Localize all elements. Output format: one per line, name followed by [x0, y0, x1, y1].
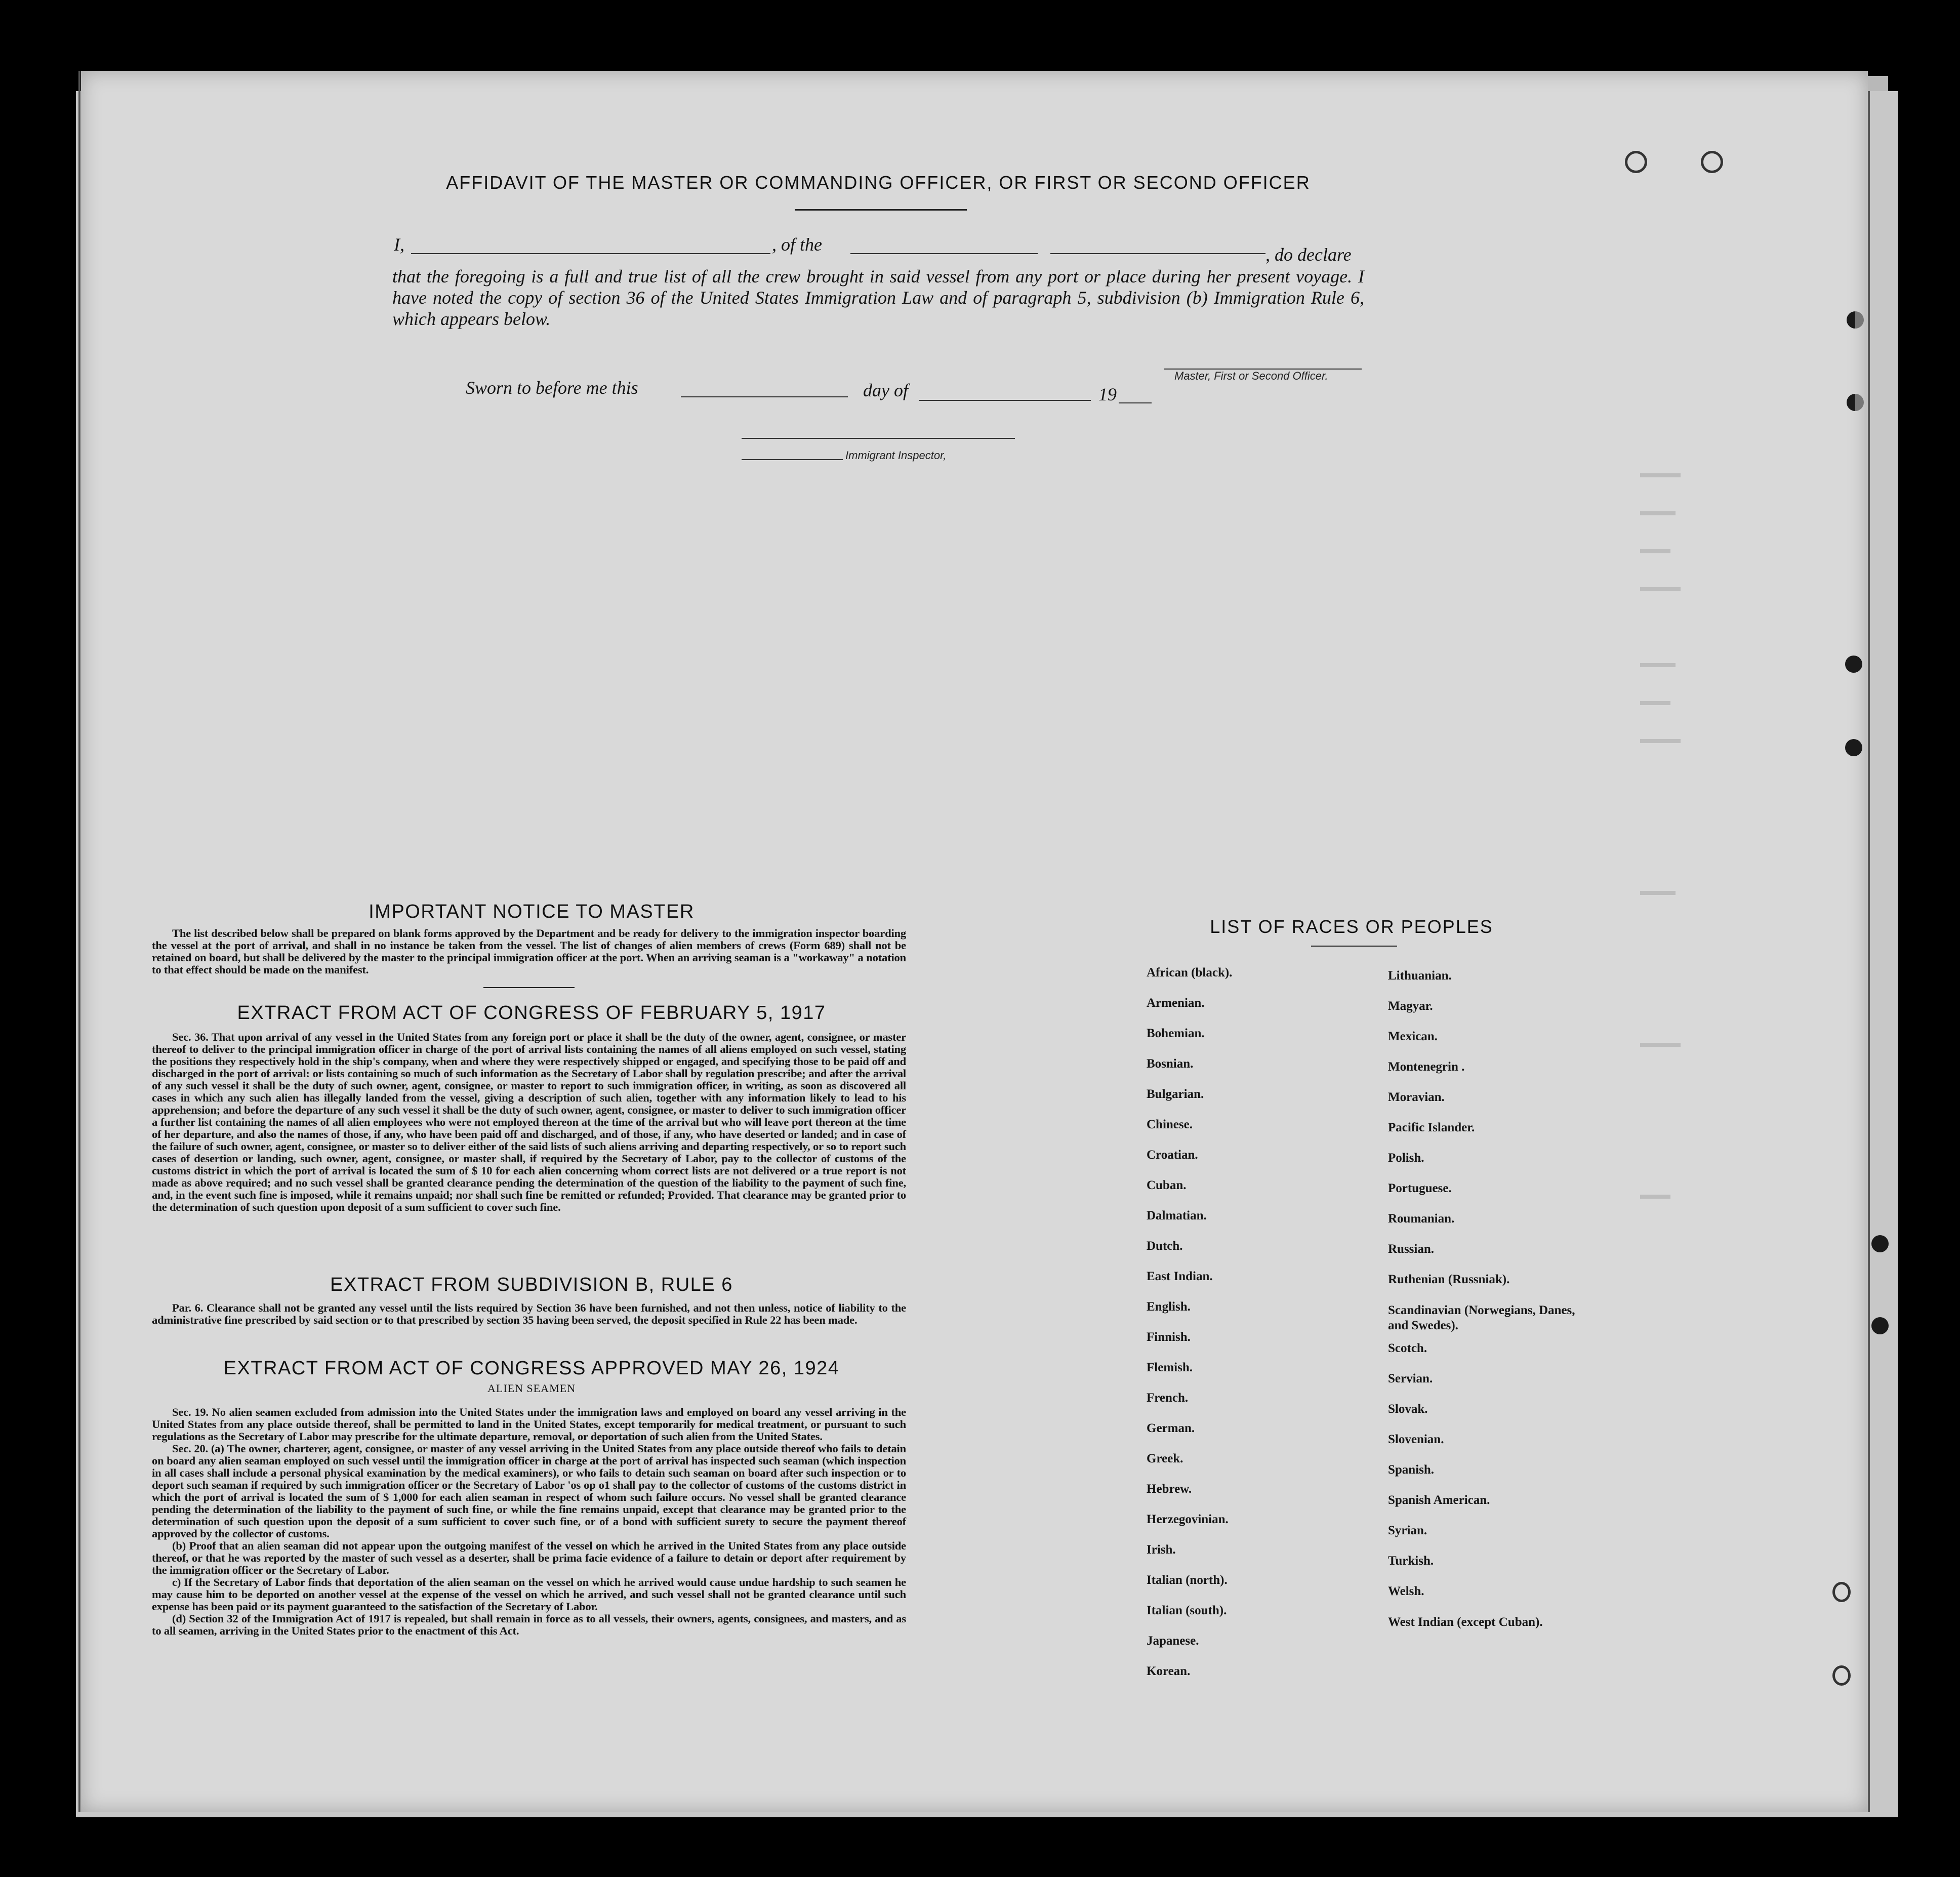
signature-label: Master, First or Second Officer.: [1174, 370, 1328, 382]
race-item: Herzegovinian.: [1147, 1513, 1229, 1526]
sec-20b-paragraph: (b) Proof that an alien seaman did not appear upon the outgoing manifest of the vessel on which he arrived in the United States from any place outside thereof, or that he was reported by the master of such vessel as a deserter, shall be prima facie evidence of a failure to detain or deport after requirement by the immigration officer or the Secretary of Labor.: [152, 1539, 906, 1576]
race-item: English.: [1147, 1300, 1191, 1314]
race-item: Welsh.: [1388, 1584, 1424, 1598]
year-blank[interactable]: [1119, 402, 1152, 403]
race-item: Korean.: [1147, 1664, 1191, 1678]
binder-hole: [1871, 1317, 1889, 1334]
race-item: Pacific Islander.: [1388, 1121, 1475, 1134]
race-item: Cuban.: [1147, 1178, 1187, 1192]
binder-hole: [1701, 151, 1723, 173]
race-item: Moravian.: [1388, 1090, 1445, 1104]
sworn-day-blank[interactable]: [681, 396, 848, 397]
race-item: Croatian.: [1147, 1148, 1198, 1162]
name-blank[interactable]: [411, 253, 770, 254]
race-item: Spanish American.: [1388, 1493, 1490, 1507]
races-title: LIST OF RACES OR PEOPLES: [1210, 916, 1493, 937]
title-rule: [795, 209, 967, 211]
race-item: Italian (north).: [1147, 1573, 1228, 1587]
notice-text: The list described below shall be prepared on blank forms approved by the Department and be ready for delivery to the immigration inspector boarding the vessel at the port of arrival, and shall in no instance be taken from the vessel. The list of changes of alien members of crews (Form 689) shall not be retained on board, but shall be delivered by the master to the principal immigration officer at the port. When an arriving seaman is a "workaway" a notation to that effect should be made on the manifest.: [152, 927, 906, 976]
races-title-rule: [1311, 946, 1397, 947]
extract-rule6-title: EXTRACT FROM SUBDIVISION B, RULE 6: [330, 1274, 733, 1295]
race-item: Greek.: [1147, 1452, 1183, 1465]
race-item: Russian.: [1388, 1242, 1435, 1256]
binder-hole: [1847, 394, 1864, 411]
race-item: Dutch.: [1147, 1239, 1183, 1253]
race-item: Armenian.: [1147, 996, 1205, 1010]
race-item: Bulgarian.: [1147, 1087, 1204, 1101]
race-item: French.: [1147, 1391, 1189, 1405]
race-item: Ruthenian (Russniak).: [1388, 1273, 1510, 1286]
race-item: East Indian.: [1147, 1270, 1213, 1283]
race-item: Polish.: [1388, 1151, 1424, 1165]
race-item: Roumanian.: [1388, 1212, 1455, 1226]
race-item: German.: [1147, 1421, 1195, 1435]
section-rule: [483, 987, 575, 988]
race-item: Scotch.: [1388, 1341, 1427, 1355]
affidavit-body: that the foregoing is a full and true list of all the crew brought in said vessel from any port or place during her present voyage. I have noted the copy of section 36 of the United States Immigration Law and of paragraph 5, subdivision (b) Immigration Rule 6, which appears below.: [392, 266, 1364, 329]
binder-hole: [1625, 151, 1647, 173]
binder-hole: [1847, 311, 1864, 329]
race-item: Mexican.: [1388, 1030, 1438, 1043]
page-edge: [1868, 91, 1870, 1812]
race-item: Flemish.: [1147, 1361, 1193, 1374]
race-item: Slovak.: [1388, 1402, 1428, 1416]
sec-20a-paragraph: Sec. 20. (a) The owner, charterer, agent, consignee, or master of any vessel arriving in the United States from any place outside thereof who fails to detain on board any alien seaman employed on such vessel until the immigration officer in charge at the port of arrival has inspected such seaman (which inspection in all cases shall include a personal physical examination by the medical examiners), or who fails to detain such seaman on board after such inspection or to deport such seaman if required by such immigration officer or the Secretary of Labor 'os op o1 shall pay to the collector of customs of the customs district in which the port of arrival is located the sum of $ 1,000 for each alien seaman in respect of whom such failure occurs. No vessel shall be granted clearance pending the determination of the liability to the payment of such fine, or while the fine remains unpaid, except that clearance may be granted prior to the determination of such question upon the deposit of a sum sufficient to cover such fine, or of a bond with sufficient surety to secure the payment thereof approved by the collector of customs.: [152, 1442, 906, 1540]
inspector-label: Immigrant Inspector,: [845, 449, 947, 462]
race-item: African (black).: [1147, 966, 1233, 980]
binder-hole: [1832, 1665, 1851, 1686]
affidavit-i: I,: [394, 234, 404, 255]
binder-hole: [1845, 739, 1862, 756]
races-left-column: [1147, 966, 1232, 1695]
sec-20c-paragraph: c) If the Secretary of Labor finds that deportation of the alien seaman on the vessel on which he arrived would cause undue hardship to such seamen he may cause him to be deported on another vessel at the expense of the vessel on which he arrived, and such vessel shall not be granted clearance until such expense has been paid or its payment guaranteed to the satisfaction of the Secretary of Labor.: [152, 1576, 906, 1613]
race-item: Syrian.: [1388, 1524, 1427, 1537]
month-blank[interactable]: [919, 400, 1091, 401]
extract-1917-text: Sec. 36. That upon arrival of any vessel in the United States from any foreign port or place it shall be the duty of the owner, agent, consignee, or master thereof to deliver to the principal immigration officer in charge of the port of arrival lists containing the names of all aliens employed on such vessel, stating the positions they respectively hold in the ship's company, when and where they were respectively shipped or engaged, and specifying those to be paid off and discharged in the port of arrival: or lists containing so much of such information as the Secretary of Labor shall by regulation prescribe; and after the arrival of any such vessel it shall be the duty of such owner, agent, consignee, or master to report to such immigration officer, in writing, as soon as discovered all cases in which any such alien has illegally landed from the vessel, giving a description of such alien, together with any information likely to lead to his apprehension; and before the departure of any such vessel it shall be the duty of such owner, agent, consignee, or master to deliver to such immigration officer a further list containing the names of all alien employees who were not employed thereon at the time of the arrival but who will leave port thereon at the time of her departure, and also the names of those, if any, who have been paid off and discharged, and of those, if any, who have deserted or landed; and in case of the failure of such owner, agent, consignee, or master so to deliver either of the said lists of such aliens arriving and departing respectively, or so to report such cases of desertion or landing, such owner, agent, consignee, or master shall, if required by the Secretary of Labor, pay to the collector of customs of the customs district in which the port of arrival is located the sum of $ 10 for each alien concerning whom correct lists are not delivered or a true report is not made as above required; and no such vessel shall be granted clearance pending the determination of the question of the liability to the payment of such fine, and, in the event such fine is imposed, while it remains unpaid; nor shall such fine be remitted or refunded; Provided. That clearance may be granted prior to the determination of such question upon deposit of a sum sufficient to cover such fine.: [152, 1031, 906, 1213]
inspector-blank[interactable]: [742, 438, 1015, 439]
race-item: Chinese.: [1147, 1118, 1193, 1131]
sec-20d-paragraph: (d) Section 32 of the Immigration Act of 1917 is repealed, but shall remain in force as to all vessels, their owners, agents, consignees, and masters, and as to all seamen, arriving in the United States prior to the enactment of this Act.: [152, 1612, 906, 1637]
race-item: Spanish.: [1388, 1463, 1435, 1477]
binder-hole: [1871, 1235, 1889, 1252]
inspector-blank-2[interactable]: [742, 459, 843, 460]
vessel-blank[interactable]: [850, 253, 1038, 254]
affidavit-title: AFFIDAVIT OF THE MASTER OR COMMANDING OFFICER, OR FIRST OR SECOND OFFICER: [446, 172, 1311, 193]
race-item: Irish.: [1147, 1543, 1176, 1557]
year-prefix: 19: [1098, 384, 1117, 404]
binder-hole: [1845, 656, 1862, 673]
notice-title: IMPORTANT NOTICE TO MASTER: [369, 901, 695, 922]
extract-rule6-text: Par. 6. Clearance shall not be granted any vessel until the lists required by Section 36 have been furnished, and not then unless, notice of liability to the administrative fine prescribed by said section or to that prescribed by section 35 having been served, the deposit specified in Rule 22 has been made.: [152, 1301, 906, 1326]
sec-19-paragraph: Sec. 19. No alien seamen excluded from admission into the United States under the immigration laws and employed on board any vessel arriving in the United States from any place outside thereof, shall be permitted to land in the United States, except temporarily for medical treatment, or pursuant to such regulations as the Secretary of Labor may prescribe for the ultimate departure, removal, or deportation of such alien from the United States.: [152, 1406, 906, 1443]
races-right-column: [1388, 969, 1580, 1653]
race-item: West Indian (except Cuban).: [1388, 1615, 1543, 1629]
vessel-blank-2[interactable]: [1050, 253, 1265, 254]
binder-hole: [1832, 1582, 1851, 1602]
alien-seamen-subtitle: ALIEN SEAMEN: [487, 1382, 576, 1395]
extract-1924-title: EXTRACT FROM ACT OF CONGRESS APPROVED MAY 26, 1924: [223, 1358, 840, 1379]
race-item: Finnish.: [1147, 1330, 1191, 1344]
race-item: Scandinavian (Norwegians, Danes, and Swedes).: [1388, 1303, 1575, 1332]
race-item: Bohemian.: [1147, 1027, 1205, 1040]
extract-1924-text: [152, 1406, 906, 1637]
extract-1917-title: EXTRACT FROM ACT OF CONGRESS OF FEBRUARY 5, 1917: [237, 1002, 826, 1024]
race-item: Turkish.: [1388, 1554, 1434, 1568]
race-item: Montenegrin .: [1388, 1060, 1465, 1074]
race-item: Hebrew.: [1147, 1482, 1192, 1496]
race-item: Lithuanian.: [1388, 969, 1452, 983]
affidavit-of-the: , of the: [772, 234, 822, 255]
race-item: Servian.: [1388, 1372, 1433, 1385]
day-of-label: day of: [863, 380, 908, 400]
page-edge: [78, 71, 80, 1812]
race-item: Slovenian.: [1388, 1433, 1444, 1446]
affidavit-declare: , do declare: [1265, 244, 1352, 265]
race-item: Magyar.: [1388, 999, 1433, 1013]
race-item: Japanese.: [1147, 1634, 1199, 1648]
race-item: Bosnian.: [1147, 1057, 1194, 1071]
race-item: Dalmatian.: [1147, 1209, 1207, 1222]
race-item: Italian (south).: [1147, 1604, 1227, 1617]
sworn-label: Sworn to before me this: [466, 378, 638, 398]
race-item: Portuguese.: [1388, 1181, 1452, 1195]
